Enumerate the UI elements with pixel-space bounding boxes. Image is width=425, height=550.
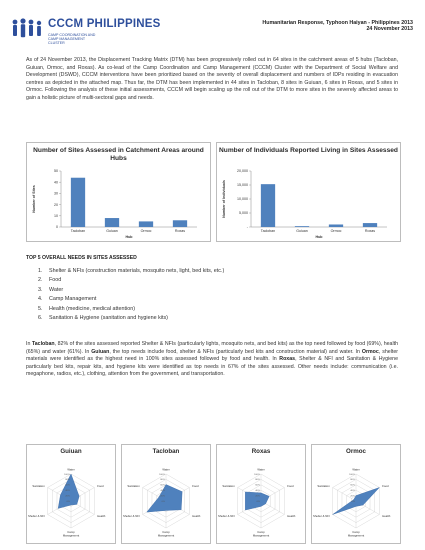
- y-tick-label: 5,000: [239, 211, 248, 216]
- x-tick-label: Tacloban: [70, 229, 86, 233]
- y-tick-label: -: [246, 225, 248, 230]
- radar-tick-label: 20%: [65, 495, 70, 498]
- bar-guiuan: [105, 218, 119, 227]
- y-axis-label: Number of Individuals: [222, 180, 226, 218]
- radar-tick-label: 0%: [256, 500, 260, 503]
- radar-tick-label: 20%: [255, 495, 260, 498]
- radar-tick-label: 40%: [65, 490, 70, 492]
- radar-tick-label: 20%: [160, 495, 165, 498]
- radar-axis-label: Camp Management: [62, 530, 80, 538]
- needs-heading: TOP 5 OVERALL NEEDS IN SITES ASSESSED: [26, 255, 137, 261]
- radar-axis-label: Shelter & NFI: [28, 514, 45, 519]
- radar-axis-label: Food: [192, 483, 199, 488]
- sites-assessed-chart: [26, 142, 211, 242]
- radar-ormoc: Ormoc 0% 20% 40% 60% 80% 100% Water Food Health Camp Management Shelter & NFI Sanitation: [311, 444, 401, 544]
- y-tick-label: 10: [54, 214, 58, 218]
- bar-roxas: [173, 220, 187, 227]
- analysis-paragraph: In Tacloban, 82% of the sites assessed reported Shelter & NFIs (particularly lights, mosquito nets, and bed kits) as the top need followed by food (69%), health (65%) and water (61%). In Guiuan, the top needs include food, shelter & NFIs (particularly bed kits and construction material) and water. In Ormoc, shelter materials were identified as the highest need in 100% sites assessed followed by food and health. In Roxas, Shelter & NFI and Sanitation & Hygiene particularly bed kits, repair kits, and hygiene kits were identified as top needs in 67% of the sites assessed. Other needs include: communication (i.e. megaphone, radios, etc.), clothing, attention from the government, and transportation.: [26, 341, 399, 377]
- y-tick-label: 20: [54, 202, 58, 207]
- radar-axis-label: Sanitation: [32, 483, 45, 488]
- radar-tick-label: 20%: [350, 495, 355, 498]
- radar-tick-label: 60%: [255, 484, 260, 487]
- x-tick-label: Roxas: [174, 229, 186, 233]
- radar-tick-label: 100%: [254, 473, 260, 476]
- radar-axis-label: Health: [382, 514, 391, 519]
- x-tick-label: Roxas: [364, 229, 376, 233]
- radar-axis-label: Camp Management: [347, 530, 365, 538]
- y-axis-label: Number of Sites: [32, 185, 36, 213]
- list-item: 4. Camp Management: [38, 296, 97, 303]
- radar-axis-label: Sanitation: [317, 483, 330, 488]
- radar-tick-label: 80%: [255, 479, 260, 482]
- radar-axis-label: Water: [352, 467, 360, 472]
- y-tick-label: 15,000: [237, 183, 248, 188]
- list-item: 3. Water: [38, 286, 64, 293]
- radar-axis-label: Camp Management: [252, 530, 270, 538]
- radar-tacloban: Tacloban 0% 20% 40% 60% 80% 100% Water Food Health Camp Management Shelter & NFI Sanitation: [121, 444, 211, 544]
- radar-axis-label: Water: [162, 467, 170, 472]
- radar-tick-label: 100%: [349, 473, 355, 476]
- radar-axis-label: Shelter & NFI: [218, 514, 235, 519]
- bar-ormoc: [139, 221, 153, 227]
- radar-axis-label: Water: [257, 467, 265, 472]
- y-tick-label: 0: [56, 225, 58, 230]
- radar-tick-label: 40%: [255, 490, 260, 492]
- report-header: [262, 20, 413, 33]
- individuals-plot: [217, 143, 400, 241]
- radar-tick-label: 0%: [66, 500, 70, 503]
- x-tick-label: Ormoc: [330, 229, 342, 233]
- bar-tacloban: [71, 178, 85, 227]
- individuals-chart: [216, 142, 401, 242]
- radar-axis-label: Food: [97, 483, 104, 488]
- y-tick-label: 40: [54, 180, 58, 185]
- logo-subtext: CAMP COORDINATION AND CAMP MANAGEMENT CLUSTER: [48, 33, 96, 46]
- radar-tick-label: 100%: [64, 473, 70, 476]
- report-title: Humanitarian Response, Typhoon Haiyan - Philippines 2013: [262, 20, 413, 26]
- radar-axis-label: Food: [382, 483, 389, 488]
- radar-tick-label: 40%: [160, 490, 165, 492]
- radar-axis-label: Shelter & NFI: [123, 514, 140, 519]
- x-tick-label: Ormoc: [140, 229, 152, 233]
- x-axis-label: Hub: [315, 235, 323, 239]
- list-item: 5. Health (medicine, medical attention): [38, 305, 135, 312]
- y-tick-label: 10,000: [237, 197, 248, 202]
- radar-tick-label: 100%: [159, 473, 165, 476]
- radar-tick-label: 0%: [351, 500, 355, 503]
- x-tick-label: Tacloban: [260, 229, 276, 233]
- radar-tick-label: 80%: [160, 479, 165, 482]
- x-tick-label: Guiuan: [296, 229, 308, 233]
- radar-tick-label: 80%: [350, 479, 355, 482]
- report-date: 24 November 2013: [366, 26, 413, 33]
- radar-tick-label: 0%: [161, 500, 165, 503]
- radar-axis-label: Camp Management: [157, 530, 175, 538]
- list-item: 2. Food: [38, 277, 62, 284]
- radar-axis-label: Health: [192, 514, 201, 519]
- radar-axis-label: Sanitation: [127, 483, 140, 488]
- bar-tacloban: [261, 184, 275, 227]
- needs-list: [38, 267, 224, 323]
- bar-roxas: [363, 223, 377, 227]
- radar-tick-label: 60%: [65, 484, 70, 487]
- intro-paragraph: As of 24 November 2013, the Displacement Tracking Matrix (DTM) has been progressively rolled out in 64 sites in the catchment areas of 5 hubs (Tacloban, Guiuan, Ormoc, and Roxas). As co-lead of the Camp Coordination and Camp Management (CCCM) Cluster with the Department of Social Welfare and Development (DSWD), CCCM interventions have been prioritized based on the severity of overall displacement and numbers of IDPs residing in evacuation centres as depicted in the attached map. Thus far, the DTM has been implemented in 44 sites in Tacloban, 8 sites in Guiuan, 6 sites in Roxas, and 5 sites in Ormoc. Following the analysis of these initial assessments, CCCM will begin scaling up the roll out of the DTM to more sites in the severely affected areas to gain a holistic picture of multi-sectoral gaps and needs.: [26, 57, 398, 101]
- radar-tick-label: 60%: [160, 484, 165, 487]
- radar-tick-label: 60%: [350, 484, 355, 487]
- x-tick-label: Guiuan: [106, 229, 118, 233]
- y-tick-label: 20,000: [237, 169, 248, 174]
- radar-axis-label: Health: [287, 514, 296, 519]
- y-tick-label: 50: [54, 169, 58, 174]
- chart-title: Number of Sites Assessed in Catchment Areas around Hubs: [33, 147, 204, 162]
- radar-axis-label: Water: [67, 467, 75, 472]
- radar-guiuan: Guiuan 0% 20% 40% 60% 80% 100% Water Food Health Camp Management Shelter & NFI Sanitation: [26, 444, 116, 544]
- y-tick-label: 30: [54, 191, 58, 196]
- radar-tick-label: 40%: [350, 490, 355, 492]
- bar-guiuan: [295, 226, 309, 227]
- people-icon: [10, 18, 44, 40]
- chart-title: Number of Individuals Reported Living in Sites Assessed: [219, 147, 398, 154]
- radar-roxas: Roxas 0% 20% 40% 60% 80% 100% Water Food Health Camp Management Shelter & NFI Sanitation: [216, 444, 306, 544]
- radar-axis-label: Food: [287, 483, 294, 488]
- x-axis-label: Hub: [125, 235, 133, 239]
- cccm-logo: [10, 14, 170, 50]
- radar-axis-label: Shelter & NFI: [313, 514, 330, 519]
- list-item: 6. Sanitation & Hygiene (sanitation and hygiene kits): [38, 315, 168, 322]
- radar-axis-label: Health: [97, 514, 106, 519]
- sites-assessed-plot: [27, 143, 210, 241]
- bar-ormoc: [329, 224, 343, 227]
- logo-text: CCCM PHILIPPINES: [48, 18, 161, 30]
- radar-axis-label: Sanitation: [222, 483, 235, 488]
- list-item: 1. Shelter & NFIs (construction materials, mosquito nets, light, bed kits, etc.): [38, 268, 225, 274]
- radar-tick-label: 80%: [65, 479, 70, 482]
